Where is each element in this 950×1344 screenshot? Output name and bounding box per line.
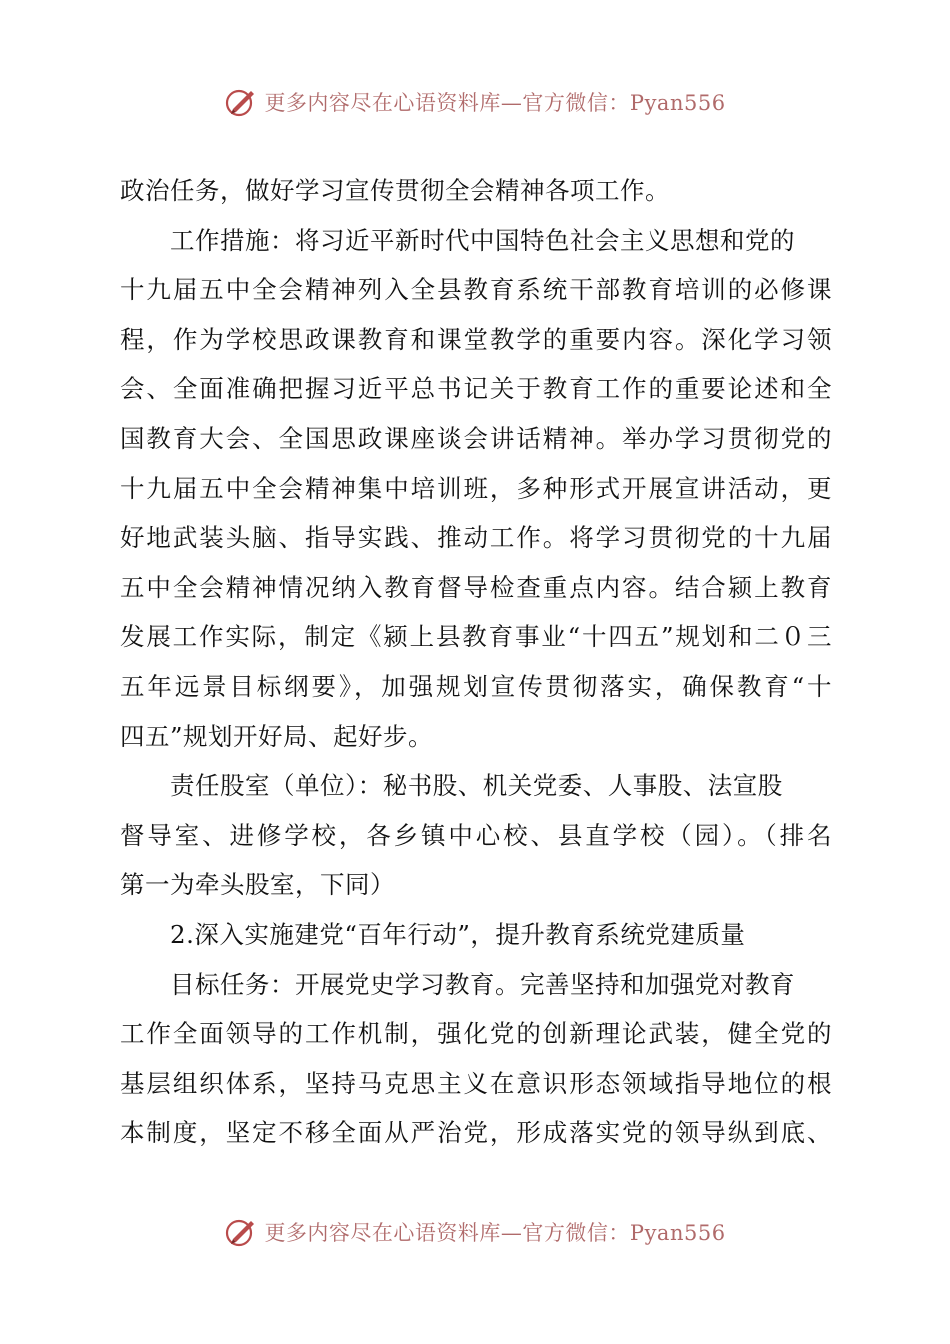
watermark-text: 更多内容尽在心语资料库—官方微信：Pyan556 bbox=[264, 1221, 726, 1245]
text-line: 责任股室（单位）：秘书股、机关党委、人事股、法宣股 bbox=[170, 771, 783, 801]
text-line: 第一为牵头股室，下同） bbox=[120, 870, 395, 900]
text-line: 会、全面准确把握习近平总书记关于教育工作的重要论述和全 bbox=[120, 374, 832, 404]
pen-circle-logo-icon bbox=[224, 1215, 258, 1249]
text-line: 基层组织体系，坚持马克思主义在意识形态领域指导地位的根 bbox=[120, 1068, 832, 1098]
text-line: 政治任务，做好学习宣传贯彻全会精神各项工作。 bbox=[120, 176, 670, 205]
text-line: 四五”规划开好局、起好步。 bbox=[120, 721, 434, 751]
text-line: 发展工作实际，制定《颍上县教育事业“十四五”规划和二０三 bbox=[120, 622, 832, 652]
text-line: 程，作为学校思政课教育和课堂教学的重要内容。深化学习领 bbox=[120, 324, 832, 354]
text-line: 本制度，坚定不移全面从严治党，形成落实党的领导纵到底、 bbox=[120, 1118, 832, 1148]
document-body bbox=[120, 166, 832, 1158]
text-line: 十九届五中全会精神列入全县教育系统干部教育培训的必修课 bbox=[120, 275, 832, 305]
text-line: 国教育大会、全国思政课座谈会讲话精神。举办学习贯彻党的 bbox=[120, 423, 832, 453]
watermark-text: 更多内容尽在心语资料库—官方微信：Pyan556 bbox=[264, 91, 726, 115]
text-line: 工作全面领导的工作机制，强化党的创新理论武装，健全党的 bbox=[120, 1019, 832, 1049]
text-line: 目标任务：开展党史学习教育。完善坚持和加强党对教育 bbox=[170, 969, 795, 999]
text-line: 十九届五中全会精神集中培训班，多种形式开展宣讲活动，更 bbox=[120, 473, 832, 503]
watermark-banner-top bbox=[0, 82, 950, 122]
text-line: 工作措施：将习近平新时代中国特色社会主义思想和党的 bbox=[170, 225, 795, 255]
pen-circle-logo-icon bbox=[224, 85, 258, 119]
watermark-banner-bottom bbox=[0, 1212, 950, 1252]
text-line: 五年远景目标纲要》，加强规划宣传贯彻落实，确保教育“十 bbox=[120, 671, 832, 701]
text-line: 五中全会精神情况纳入教育督导检查重点内容。结合颍上教育 bbox=[120, 572, 832, 602]
section-heading: 2.深入实施建党“百年行动”，提升教育系统党建质量 bbox=[170, 919, 746, 949]
text-line: 督导室、进修学校，各乡镇中心校、县直学校（园）。（排名 bbox=[120, 820, 832, 850]
text-line: 好地武装头脑、指导实践、推动工作。将学习贯彻党的十九届 bbox=[120, 523, 832, 553]
